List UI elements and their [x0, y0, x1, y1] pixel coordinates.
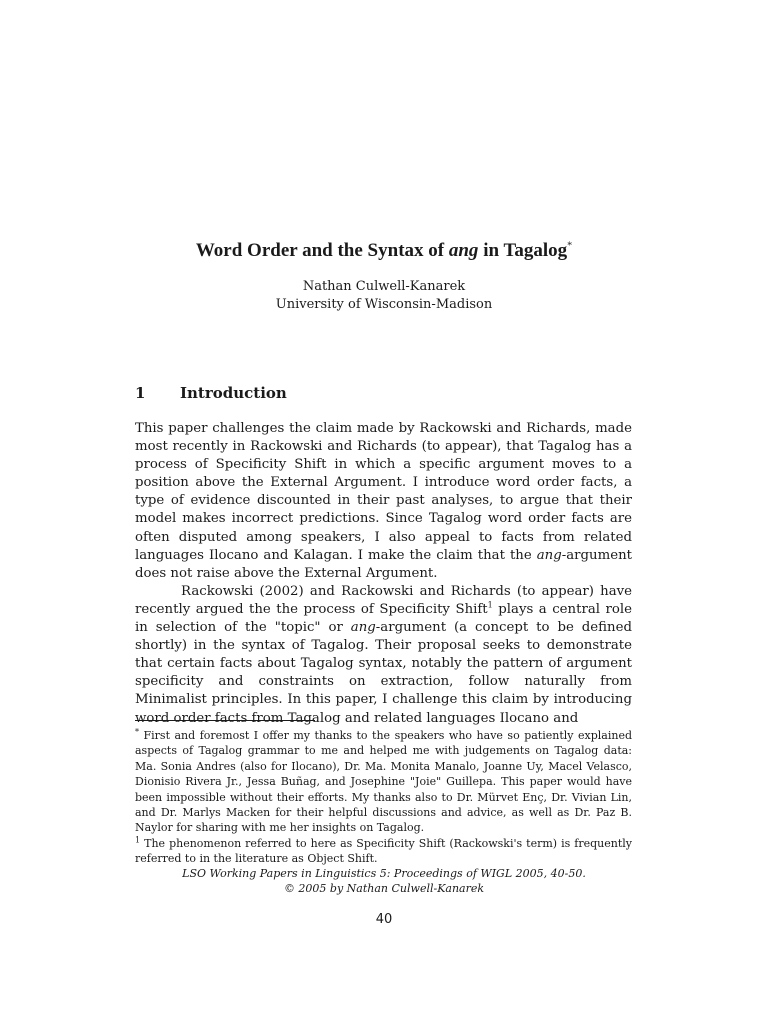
author-affiliation: University of Wisconsin-Madison: [275, 297, 493, 312]
title-emphasis: ang: [448, 240, 479, 261]
author-name: Nathan Culwell-Kanarek: [302, 279, 466, 294]
body-text: [135, 420, 632, 728]
para1-emphasis: ang: [536, 547, 562, 563]
section-heading: [135, 384, 287, 402]
footnote-text: The phenomenon referred to here as Specificity Shift (Rackowski's term) is frequently referred to in the literature as Object Shift.: [135, 836, 632, 866]
section-title: Introduction: [180, 384, 287, 402]
para1-text: This paper challenges the claim made by Rackowski and Richards, made most recently in Rackowski and Richards (to appear), that Tagalog has a process of Specificity Shift in which a specific argument moves to a position above the External Argument. I introduce word order facts, a type of evidence discounted in their past analyses, to argue that their model makes incorrect predictions. Since Tagalog word order facts are often disputed among speakers, I also appeal to facts from related languages Ilocano and Kalagan. I make the claim that the: [135, 421, 632, 563]
para2-text-mid: plays a central role in selection of the "topic" or: [135, 601, 632, 636]
footnote-text: First and foremost I offer my thanks to the speakers who have so patiently explained aspects of Tagalog grammar to me and helped me with judgements on Tagalog data: Ma. Sonia Andres (also for Ilocano), Dr. Ma. Monita Manalo, Joanne Uy, Macel Velasco, Dionisio Rivera Jr., Jessa Buñag, and Josephine "Joie" Guillepa. This paper would have been impossible without their efforts. My thanks also to Dr. Mürvet Enç, Dr. Vivian Lin, and Dr. Marlys Macken for their helpful discussions and advice, as well as Dr. Paz B. Naylor for sharing with me her insights on Tagalog.: [135, 729, 632, 835]
section-number: 1: [135, 384, 146, 402]
footnote-ref-1[interactable]: 1: [487, 600, 493, 610]
para2-emphasis: ang: [350, 620, 376, 636]
paragraph-1: [135, 420, 632, 583]
title-text-end: in Tagalog: [478, 240, 568, 261]
footnote: [135, 836, 632, 867]
citation-line-2: © 2005 by Nathan Culwell-Kanarek: [283, 882, 485, 895]
para1-text-end: -argument does not raise above the External Argument.: [135, 547, 632, 581]
citation-line-1: LSO Working Papers in Linguistics 5: Proceedings of WIGL 2005, 40-50.: [182, 867, 586, 880]
citation: [0, 866, 768, 896]
para2-text: Rackowski (2002) and Rackowski and Richards (to appear) have recently argued the the process of Specificity Shift: [135, 583, 632, 617]
para2-text-end: -argument (a concept to be defined shortly) in the syntax of Tagalog. Their proposal seeks to demonstrate that certain facts about Tagalog syntax, notably the pattern of argument specificity and constraints on extraction, follow naturally from Minimalist principles. In this paper, I challenge this claim by introducing word order facts from Tagalog and related languages Ilocano and: [135, 620, 632, 726]
footnote: [135, 728, 632, 836]
footnote-mark: *: [135, 727, 139, 737]
paper-title: [0, 240, 768, 262]
footnote-divider: [135, 720, 315, 721]
title-footnote-mark: *: [567, 240, 573, 252]
title-text: Word Order and the Syntax of: [195, 240, 449, 261]
footnote-mark: 1: [135, 835, 141, 845]
footnotes: [135, 728, 632, 867]
page-number: 40: [375, 912, 393, 927]
paragraph-2: [135, 583, 632, 728]
